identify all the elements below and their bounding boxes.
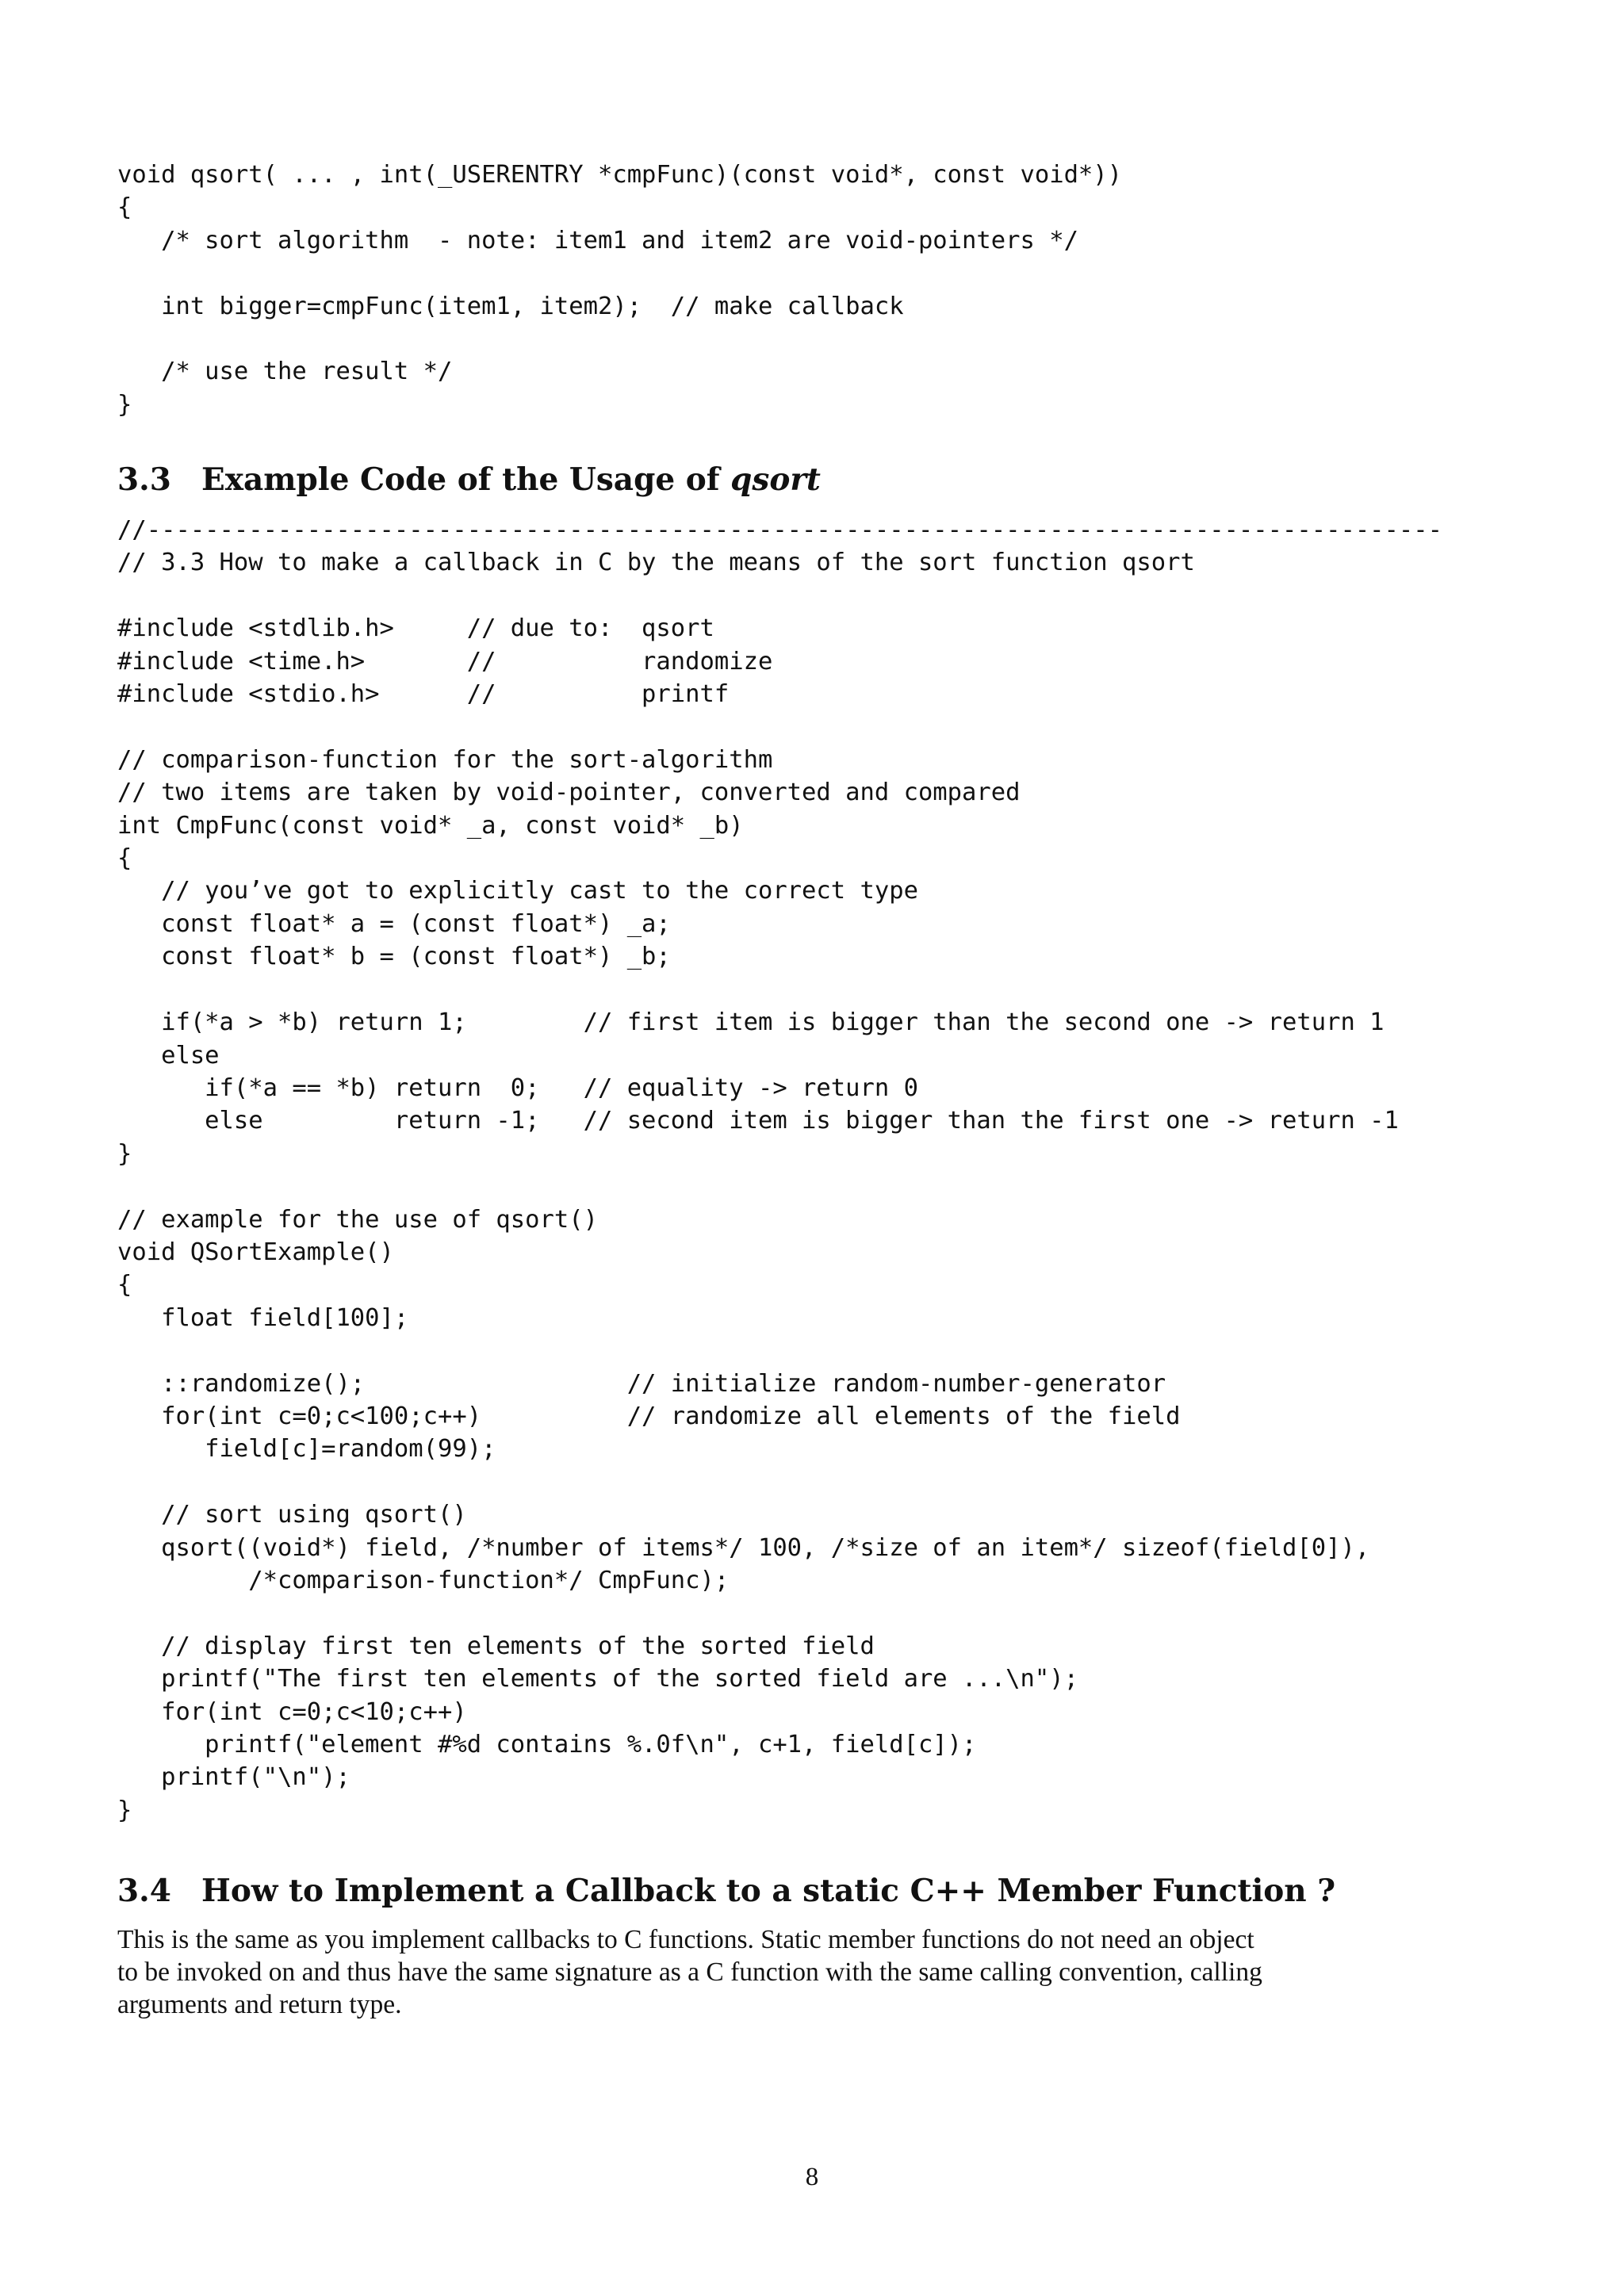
code-line: { [117,844,132,873]
code-line: field[c]=random(99); [117,1435,496,1464]
code-line [117,710,1442,743]
code-line: } [117,390,132,419]
code-line [117,1170,1442,1203]
section-title-emphasis: qsort [730,461,821,498]
section-heading-3-3 [117,461,821,498]
code-line: #include <stdio.h> // printf [117,680,730,709]
section-title: How to Implement a Callback to a static C++ Member Function ? [201,1873,1336,1909]
code-line: //----------------------------------------------------------------------------------------- [117,516,1442,544]
code-line: // you’ve got to explicitly cast to the correct type [117,877,918,905]
code-line: if(*a == *b) return 0; // equality -> return 0 [117,1073,918,1102]
code-line: // two items are taken by void-pointer, converted and compared [117,779,1021,807]
code-line: int CmpFunc(const void* _a, const void* _b) [117,811,744,840]
code-line: #include <stdlib.h> // due to: qsort [117,614,714,643]
section-number: 3.4 [117,1873,171,1909]
code-line: printf("\n"); [117,1763,350,1792]
code-line: { [117,1271,132,1299]
code-line: void qsort( ... , int(_USERENTRY *cmpFunc)(const void*, const void*)) [117,161,1123,189]
code-line: /* sort algorithm - note: item1 and item2 are void-pointers */ [117,226,1078,254]
code-line [117,323,1122,355]
code-line: // sort using qsort() [117,1501,467,1529]
code-line: else [117,1041,220,1070]
code-line [117,1334,1442,1367]
section-heading-3-4 [117,1873,1335,1909]
code-line: } [117,1139,132,1168]
code-line: else return -1; // second item is bigger than the first one -> return -1 [117,1107,1399,1135]
code-line: for(int c=0;c<100;c++) // randomize all elements of the field [117,1402,1181,1430]
code-line: printf("The first ten elements of the sorted field are ...\n"); [117,1665,1078,1693]
section-title: Example Code of the Usage of [201,461,731,498]
paragraph-line: This is the same as you implement callbacks to C functions. Static member functions do not need an object [117,1925,1254,1954]
code-line [117,974,1442,1006]
section-number: 3.3 [117,461,171,498]
code-line: void QSortExample() [117,1238,394,1266]
code-line: } [117,1796,132,1824]
code-line [117,1466,1442,1498]
code-line: #include <time.h> // randomize [117,647,773,675]
body-paragraph [117,1923,1457,2021]
code-line [117,1597,1442,1629]
code-line: { [117,193,132,222]
code-line: // 3.3 How to make a callback in C by the means of the sort function qsort [117,549,1195,577]
code-line: /* use the result */ [117,358,453,386]
code-line: // example for the use of qsort() [117,1205,598,1234]
code-line: // display first ten elements of the sorted field [117,1632,875,1660]
code-line: ::randomize(); // initialize random-number-generator [117,1369,1166,1398]
code-line [117,580,1442,612]
code-line: if(*a > *b) return 1; // first item is bigger than the second one -> return 1 [117,1008,1385,1037]
paragraph-line: to be invoked on and thus have the same signature as a C function with the same calling convention, calling [117,1957,1262,1987]
code-block-qsort-signature [117,159,1122,421]
code-line: // comparison-function for the sort-algorithm [117,745,773,774]
code-line: const float* b = (const float*) _b; [117,943,671,971]
code-line: /*comparison-function*/ CmpFunc); [117,1567,730,1594]
code-line: for(int c=0;c<10;c++) [117,1697,467,1726]
code-line: qsort((void*) field, /*number of items*/ 100, /*size of an item*/ sizeof(field[0]), [117,1533,1370,1562]
paragraph-line: arguments and return type. [117,1990,402,2019]
code-line: int bigger=cmpFunc(item1, item2); // make callback [117,292,904,320]
code-line: const float* a = (const float*) _a; [117,909,671,938]
code-line: float field[100]; [117,1303,409,1332]
code-line [117,257,1122,289]
code-block-qsort-example [117,514,1442,1827]
code-line: printf("element #%d contains %.0f\n", c+1, field[c]); [117,1731,977,1759]
page-number: 8 [805,2163,819,2191]
